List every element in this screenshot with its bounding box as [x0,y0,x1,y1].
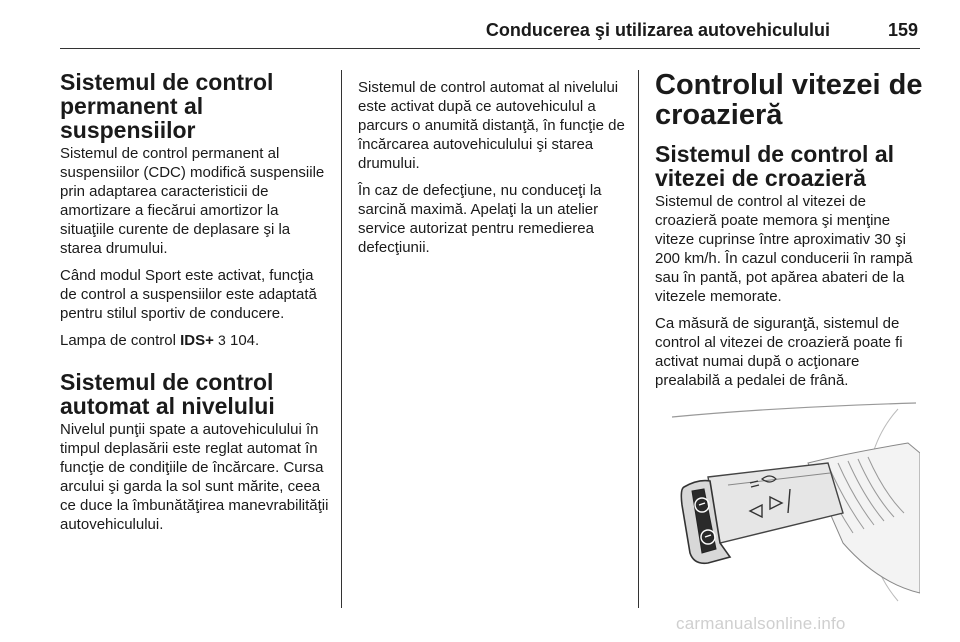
paragraph-cdc-1: Sistemul de control permanent al suspensiilor (CDC) modifică suspensiile prin adaptarea caracteristicii de amortizare a fiecărui amortizor la situaţiile curente de deplasare şi la starea drumului. [60,145,325,257]
lamp-code: IDS+ [180,332,214,349]
page-header [60,8,920,49]
lamp-page-ref: 104. [225,332,260,349]
header-title: Conducerea şi utilizarea autovehiculului [485,20,830,40]
lamp-label: Lampa de control [60,332,181,349]
paragraph-cruise-2: Ca măsură de siguranţă, sistemul de control al vitezei de croazieră poate fi activat numai după o acţionare prealabilă a pedalei de frână. [655,315,903,389]
column-divider-2 [638,70,639,608]
column-divider-1 [341,70,342,608]
page-number: 159 [887,20,918,40]
heading-cdc: Sistemul de control permanent al suspensiilor [60,69,274,143]
paragraph-level-1: Nivelul punţii spate a autovehiculului în timpul deplasării este reglat automat în funcţie de condiţiile de încărcare. Cursa arcului şi garda la sol sunt mărite, ceea ce duce la îmbunătăţirea manevrabilităţii autovehiculului. [60,421,329,533]
heading-level-control: Sistemul de control automat al nivelului [60,369,275,419]
heading-cruise-main: Controlul vitezei de croazieră [655,69,923,131]
watermark: carmanualsonline.info [676,614,846,633]
heading-cruise-sub: Sistemul de control al vitezei de croazieră [655,141,894,191]
paragraph-cdc-2: Când modul Sport este activat, funcţia de control a suspensiilor este adaptată pentru stilul sportiv de conducere. [60,267,317,322]
column-1 [60,70,332,642]
paragraph-lamp [60,331,332,350]
paragraph-cruise-1: Sistemul de control al vitezei de croazieră poate memora şi menţine viteze cuprinse între aproximativ 30 şi 200 km/h. În cazul conducerii în rampă sau în pantă, pot apărea abateri de la vitezele memorate. [655,193,913,305]
paragraph-level-2: Sistemul de control automat al nivelului este activat după ce autovehiculul a parcurs o anumită distanţă, în funcţie de încărcarea autovehiculului şi starea drumului. [358,79,625,172]
page-ref-arrow-icon: 3 [218,332,226,348]
paragraph-level-3: În caz de defecţiune, nu conduceţi la sarcină maximă. Apelaţi la un atelier service autorizat pentru remedierea defecţiunii. [358,182,602,256]
cruise-control-lever-illustration [658,393,920,603]
column-2 [358,70,626,642]
